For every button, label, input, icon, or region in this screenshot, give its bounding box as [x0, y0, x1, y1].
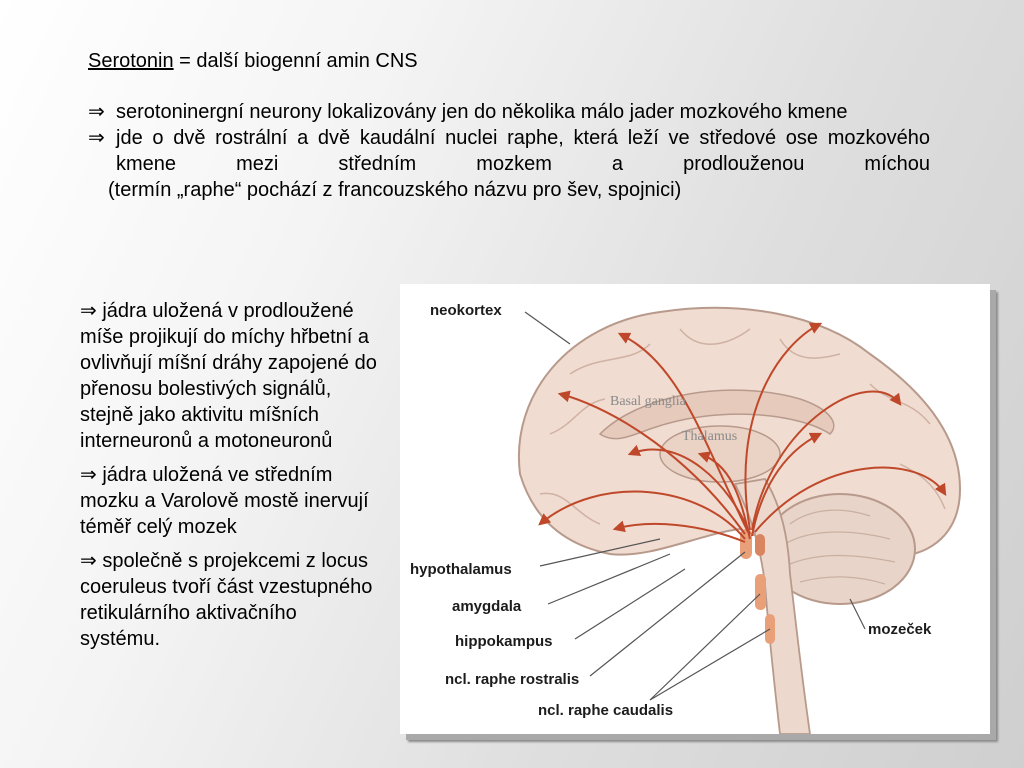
label-thalamus: Thalamus	[682, 429, 738, 444]
top-bullet-2-text: jde o dvě rostrální a dvě kaudální nuclei raphe, která leží ve středové ose mozkového kmene mezi středním mozkem a prodlouženou míchou	[116, 127, 930, 175]
top-bullet-1	[88, 99, 930, 125]
left-bullet-1	[80, 298, 380, 454]
label-basal-ganglia: Basal ganglia	[610, 394, 686, 409]
left-bullet-1-text: jádra uložená v prodloužené míše projikují do míchy hřbetní a ovlivňují míšní dráhy zapojené do přenosu bolestivých signálů, stejně jako aktivitu míšních interneuronů a motoneuronů	[80, 300, 377, 452]
left-bullet-2-text: jádra uložená ve středním mozku a Varolově mostě inervují téměř celý mozek	[80, 464, 369, 538]
label-hypothalamus: hypothalamus	[410, 561, 512, 578]
title-line	[88, 48, 930, 74]
label-hippokampus: hippokampus	[455, 633, 553, 650]
arrow-icon: ⇒	[80, 464, 97, 486]
left-bullet-2	[80, 462, 380, 540]
left-bullet-3	[80, 548, 380, 652]
arrow-icon: ⇒	[80, 550, 97, 572]
serotonin-term: Serotonin	[88, 50, 174, 72]
label-amygdala: amygdala	[452, 598, 522, 615]
top-bullet-2	[88, 125, 930, 177]
label-raphe-rostralis: ncl. raphe rostralis	[445, 671, 580, 688]
brain-illustration	[400, 284, 990, 734]
label-mozecek: mozeček	[868, 621, 932, 638]
label-neokortex: neokortex	[430, 302, 502, 319]
serotonin-definition: = další biogenní amin CNS	[173, 50, 418, 72]
brain-figure	[400, 284, 990, 734]
top-note: (termín „raphe“ pochází z francouzského názvu pro šev, spojnici)	[108, 179, 682, 201]
arrow-icon: ⇒	[80, 300, 97, 322]
arrow-icon: ⇒	[88, 127, 105, 149]
top-bullet-1-text: serotoninergní neurony lokalizovány jen do několika málo jader mozkového kmene	[116, 101, 848, 123]
left-text-block	[80, 298, 380, 660]
label-raphe-caudalis: ncl. raphe caudalis	[538, 702, 674, 719]
left-bullet-3-text: společně s projekcemi z locus coeruleus tvoří část vzestupného retikulárního aktivačního systému.	[80, 550, 373, 650]
arrow-icon: ⇒	[88, 101, 105, 123]
top-text-block	[88, 48, 930, 203]
